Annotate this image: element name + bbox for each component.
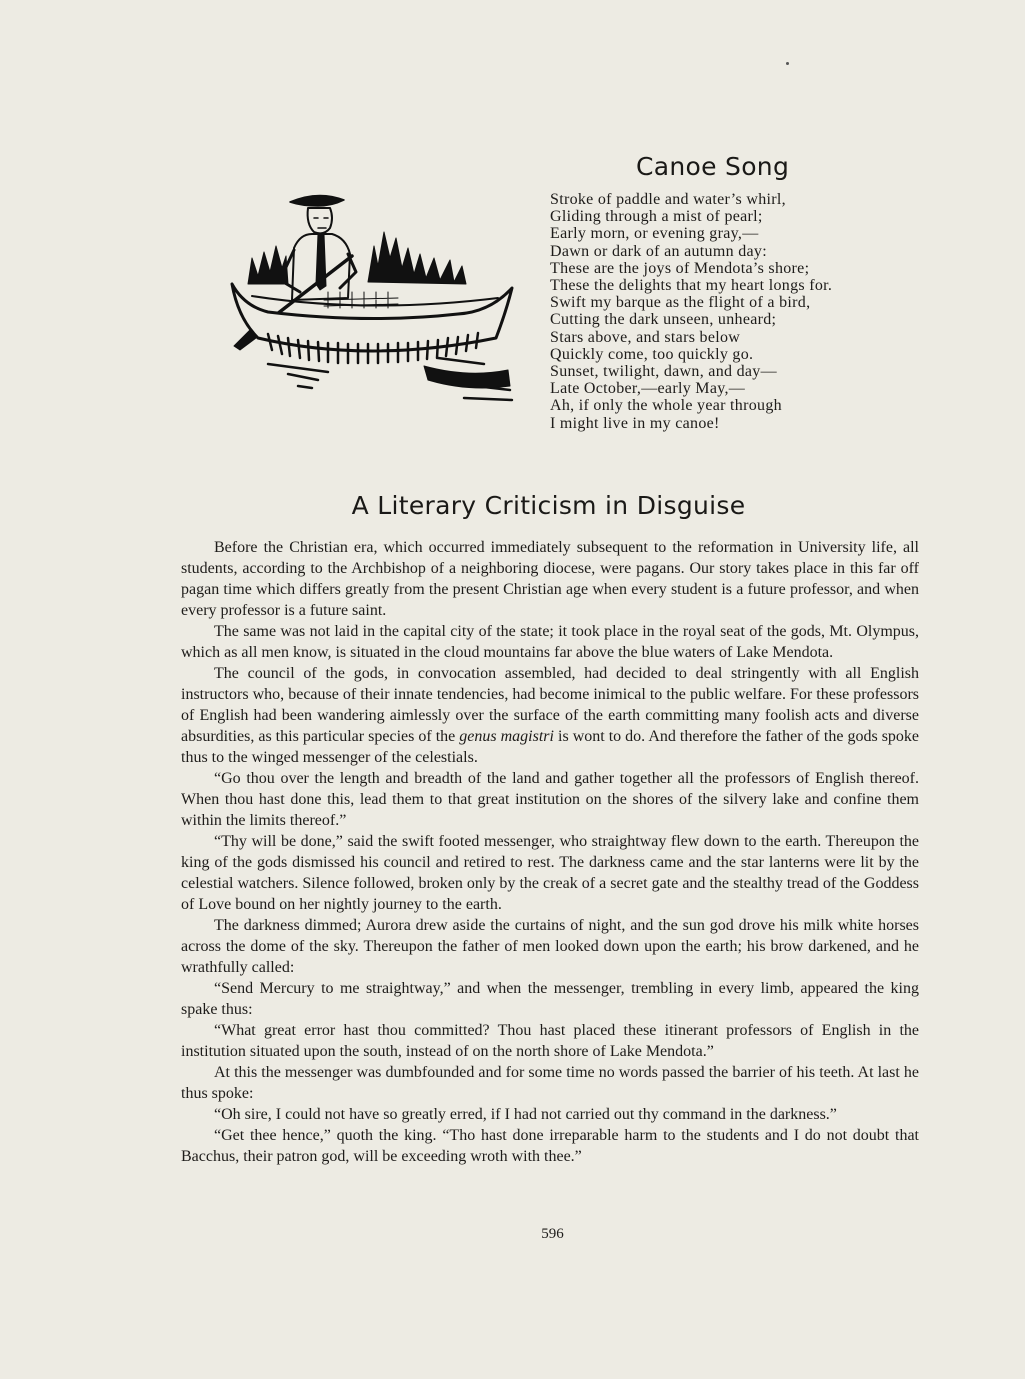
paragraph-text: is wont to do. xyxy=(553,728,646,745)
poem-line: Late October,—early May,— xyxy=(550,380,746,398)
article-paragraph: “Go thou over the length and breadth of the land and gather together all the professors of English thereof. When thou hast done this, lead them to that great institution on the shores of the silvery lake and confine them within the limits thereof.” xyxy=(181,770,919,829)
poem-line: Sunset, twilight, dawn, and day— xyxy=(550,363,777,381)
article-paragraph: “What great error hast thou committed? Thou hast placed these itinerant professors of English in the institution situated upon the south, instead of on the north shore of Lake Mendota.” xyxy=(181,1022,919,1060)
poem-line: I might live in my canoe! xyxy=(550,414,720,432)
poem-line: Swift my barque as the flight of a bird, xyxy=(550,294,811,312)
poem-line: Stars above, and stars below xyxy=(550,328,741,346)
paragraph-text: And therefore the father of the gods spoke thus to the winged messenger of the celestials. xyxy=(181,728,920,766)
poem-title: Canoe Song xyxy=(636,152,790,181)
latin-phrase: genus magistri xyxy=(459,728,554,745)
poem-line: Ah, if only the whole year through xyxy=(550,397,782,415)
article-title: A Literary Criticism in Disguise xyxy=(351,491,746,520)
poem-line: Quickly come, too quickly go. xyxy=(550,345,754,363)
article-paragraph: “Thy will be done,” said the swift footed messenger, who straightway flew down to the earth. Thereupon the king of the gods dismissed his council and retired to rest. The darkness came and the star lanterns were lit by the celestial watchers. Silence followed, broken only by the creak of a secret gate and the stealthy tread of the Goddess of Love bound on her nightly journey to the earth. xyxy=(181,833,919,913)
article-paragraph: Before the Christian era, which occurred immediately subsequent to the reformation in University life, all students, according to the Archbishop of a neighboring diocese, were pagans. Our story takes place in this far off pagan time which differs greatly from the present Christian age when every student is a future professor, and when every professor is a future saint. xyxy=(181,539,919,619)
article-paragraph: “Get thee hence,” quoth the king. “Tho hast done irreparable harm to the students and I do not doubt that Bacchus, their patron god, will be exceeding wroth with thee.” xyxy=(181,1127,919,1165)
article-paragraph: “Send Mercury to me straightway,” and when the messenger, trembling in every limb, appeared the king spake thus: xyxy=(181,980,919,1018)
poem-line: Cutting the dark unseen, unheard; xyxy=(550,311,777,329)
paragraph-text: The council of the gods, in convocation assembled, had decided to deal stringently with all English instructors who, because of their innate tendencies, had become inimical to the public welfare. For these professors of English had been wandering aimlessly over the surface of the earth committing many foolish acts and diverse absurdities, as this particular species of the xyxy=(181,665,919,745)
ink-speck xyxy=(786,62,789,65)
article-paragraph: “Oh sire, I could not have so greatly erred, if I had not carried out thy command in the darkness.” xyxy=(214,1106,837,1123)
poem-line: These the delights that my heart longs for. xyxy=(550,277,833,295)
poem-line: Gliding through a mist of pearl; xyxy=(550,208,763,226)
man-paddling-canoe-icon xyxy=(228,188,518,413)
article-paragraph: The same was not laid in the capital city of the state; it took place in the royal seat of the gods, Mt. Olympus, which as all men know, is situated in the cloud mountains far above the blue waters of Lake Mendota. xyxy=(181,623,919,661)
poem-line: Early morn, or evening gray,— xyxy=(550,225,759,243)
article-body xyxy=(181,537,919,1167)
poem-line: Stroke of paddle and water’s whirl, xyxy=(550,191,786,208)
poem-line: Dawn or dark of an autumn day: xyxy=(550,242,767,260)
article-paragraph: At this the messenger was dumbfounded and for some time no words passed the barrier of his teeth. At last he thus spoke: xyxy=(181,1064,919,1102)
poem-line: These are the joys of Mendota’s shore; xyxy=(550,259,810,277)
article-paragraph: The darkness dimmed; Aurora drew aside the curtains of night, and the sun god drove his milk white horses across the dome of the sky. Thereupon the father of men looked down upon the earth; his brow darkened, and he wrathfully called: xyxy=(181,917,919,976)
article-paragraph xyxy=(181,663,919,768)
page-number: 596 xyxy=(541,1226,564,1242)
poem-stanza xyxy=(550,191,832,432)
